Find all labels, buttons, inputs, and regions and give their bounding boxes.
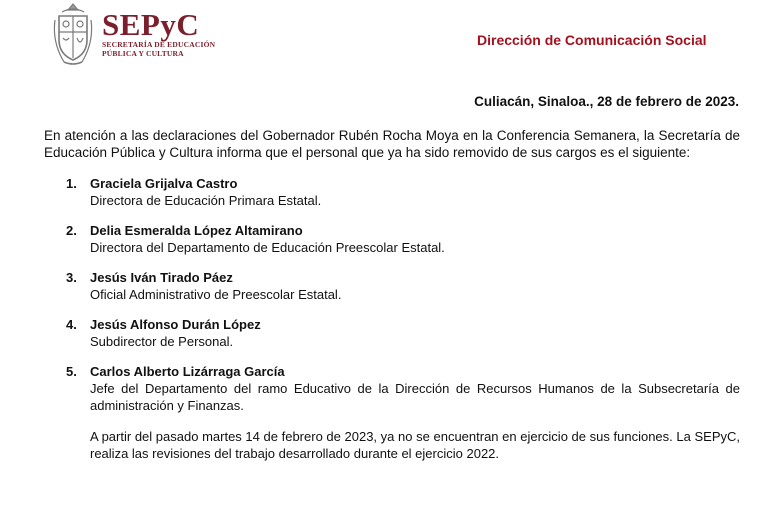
person-role: Directora de Educación Primara Estatal. bbox=[90, 193, 322, 208]
person-name: Carlos Alberto Lizárraga García bbox=[90, 364, 285, 379]
date-line: Culiacán, Sinaloa., 28 de febrero de 2023. bbox=[474, 94, 739, 109]
item-number: 4. bbox=[66, 317, 77, 332]
sepyc-logo bbox=[52, 2, 215, 66]
item-number: 1. bbox=[66, 176, 77, 191]
person-name: Delia Esmeralda López Altamirano bbox=[90, 223, 303, 238]
person-role: Subdirector de Personal. bbox=[90, 334, 234, 349]
item-number: 3. bbox=[66, 270, 77, 285]
logo-wordmark: SEPyC bbox=[102, 7, 200, 42]
item-number: 5. bbox=[66, 364, 77, 379]
person-name: Jesús Alfonso Durán López bbox=[90, 317, 261, 332]
person-role: Oficial Administrativo de Preescolar Estatal. bbox=[90, 287, 342, 302]
person-name: Graciela Grijalva Castro bbox=[90, 176, 238, 191]
sinaloa-coat-of-arms-icon bbox=[52, 2, 94, 66]
logo-subtitle-line1: SECRETARÍA DE EDUCACIÓN bbox=[102, 40, 216, 49]
person-role: Directora del Departamento de Educación Preescolar Estatal. bbox=[90, 240, 445, 255]
intro-paragraph: En atención a las declaraciones del Gobernador Rubén Rocha Moya en la Conferencia Semanera, la Secretaría de Educación Pública y Cultura informa que el personal que ya ha sido removido de sus cargos es el siguiente: bbox=[44, 128, 740, 160]
closing-paragraph: A partir del pasado martes 14 de febrero de 2023, ya no se encuentran en ejercicio de sus funciones. La SEPyC, realiza las revisiones del trabajo desarrollado durante el ejercicio 2022. bbox=[90, 429, 740, 461]
office-title: Dirección de Comunicación Social bbox=[477, 32, 707, 48]
person-role: Jefe del Departamento del ramo Educativo de la Dirección de Recursos Humanos de la Subsecretaría de administración y Finanzas. bbox=[90, 381, 740, 413]
logo-subtitle-line2: PÚBLICA Y CULTURA bbox=[102, 49, 184, 58]
item-number: 2. bbox=[66, 223, 77, 238]
person-name: Jesús Iván Tirado Páez bbox=[90, 270, 233, 285]
